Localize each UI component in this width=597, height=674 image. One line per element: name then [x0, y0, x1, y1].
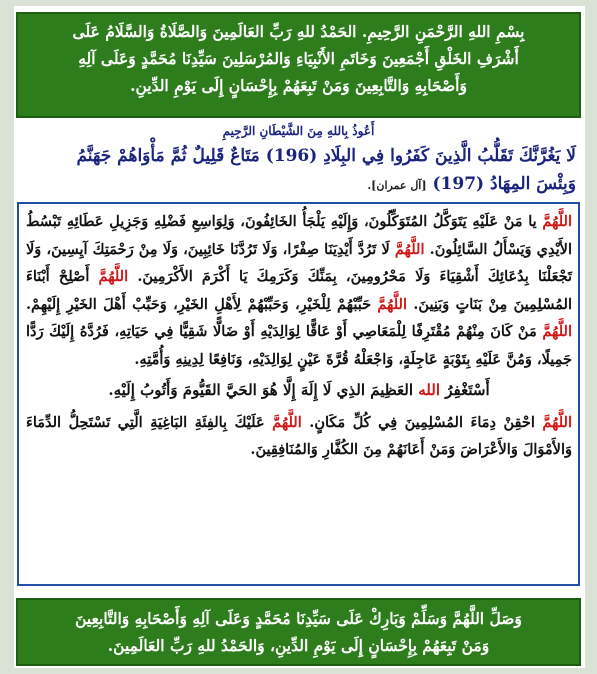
opening-line-3: وَأَصْحَابِهِ وَالتَّابِعِينَ وَمَنْ تَبِعَهُمْ بِإِحْسَانٍ إِلَى يَوْمِ الدِّينِ. [130, 76, 467, 95]
allahumma-word: اللَّهُمَّ [377, 295, 407, 313]
dua-p1-d: حَبِّبْهُمْ لِلْخَيْرِ، وَحَبِّبْهُمْ لِأَهْلِ الخَيْرِ، وَحَبِّبْ أَهْلَ الخَيْرِ إِلَيْهِمْ. [26, 295, 372, 313]
istighfar-b: العَظِيمَ الذِي لَا إِلَهَ إِلَّا هُوَ الحَيَّ القَيُّومَ وَأَتُوبُ إِلَيْهِ. [108, 381, 414, 399]
allahumma-word: اللَّهُمَّ [542, 323, 572, 340]
dua-p2-a: احْقِنْ دِمَاءَ المُسْلِمِينَ فِي كُلِّ مَكَانٍ. [309, 413, 535, 431]
allahumma-word: اللَّهُمَّ [394, 240, 425, 258]
istighfar-line [26, 377, 572, 405]
opening-line-1: بِسْمِ اللهِ الرَّحْمَنِ الرَّحِيمِ. الحَمْدُ للهِ رَبِّ العَالَمِينَ وَالصَّلَاةُ وَالسَّلَامُ عَلَى [72, 22, 525, 41]
allahumma-word: اللَّهُمَّ [542, 213, 572, 230]
allah-word: الله [418, 381, 441, 399]
supplication-text [26, 208, 572, 464]
verse-reference: [آل عمران]. [367, 179, 427, 192]
closing-line-1: وَصَلِّ اللَّهُمَّ وَسَلِّمْ وَبَارِكْ عَلَى سَيِّدِنَا مُحَمَّدٍ وَعَلَى آلِهِ وَأَصْحَابِهِ وَالتَّابِعِينَ [75, 609, 522, 628]
verse-line-2-text: وَبِئْسَ المِهَادُ (197) [432, 174, 576, 194]
verse-line-2 [24, 170, 576, 200]
closing-line-2: وَمَنْ تَبِعَهُمْ بِإِحْسَانٍ إِلَى يَوْمِ الدِّينِ، وَالحَمْدُ للهِ رَبِّ العَالَمِينَ. [107, 636, 490, 655]
quran-verse [24, 142, 576, 200]
opening-line-2: أَشْرَفِ الخَلْقِ أَجْمَعِينَ وَخَاتَمِ الأَنْبِيَاءِ وَالمُرْسَلِينَ سَيِّدِنَا مُحَمَّدٍ وَعَلَى آلِهِ [78, 49, 519, 68]
dua-p1-c: أَصْلِحْ أَبْنَاءَ المُسْلِمِينَ مِنْ بَنَاتٍ وَبَنِينَ. [26, 268, 572, 313]
allahumma-word: اللَّهُمَّ [542, 413, 572, 431]
allahumma-word: اللَّهُمَّ [98, 268, 129, 285]
verse-line-1: لَا يَغُرَّنَّكَ تَقَلُّبُ الَّذِينَ كَفَرُوا فِي البِلَادِ (196) مَتَاعٌ قَلِيلٌ ثُمَّ مَأْوَاهُمْ جَهَنَّمُ [76, 146, 576, 166]
dua-p1-e: مَنْ كَانَ مِنْهُمْ مُقْتَرِفًا لِلْمَعَاصِي أَوْ عَاقًّا لِوَالِدَيْهِ أَوْ ضَالًّا شَقِيًّا فِي حَيَاتِهِ، فَرُدَّهُ إِلَيْكَ رَدًّا جَمِيلًا، وَمُنَّ عَلَيْهِ بِتَوْبَةٍ عَاجِلَةٍ، وَاجْعَلْهُ قُرَّةَ عَيْنٍ لِوَالِدَيْهِ، وَنَافِعًا لِدِينِهِ وَأُمَّتِهِ. [26, 323, 572, 368]
opening-banner [16, 12, 581, 118]
supplication-paragraph-2 [26, 409, 572, 464]
istighfar-a: أَسْتَغْفِرُ [445, 381, 490, 399]
istiadha-heading: أَعُوذُ بِاللهِ مِنَ الشَّيْطَانِ الرَّجِيمِ [222, 124, 375, 138]
dua-p1-b: لَا تَرُدَّ أَيْدِيَنَا صِفْرًا، وَلَا تَرُدَّنَا خَائِبِينَ، وَلَا مِنْ رَحْمَتِكَ آيِسِينَ، وَلَا تَجْعَلْنَا بِدُعَائِكَ أَشْقِيَاءَ وَلَا مَحْرُومِينَ، بِمَنِّكَ وَكَرَمِكَ يَا أَكْرَمَ الأَكْرَمِينَ. [26, 240, 572, 285]
closing-banner [16, 598, 581, 666]
dua-p1-a: يا مَنْ عَلَيْهِ يَتَوَكَّلُ المُتَوَكِّلُونَ، وَإِلَيْهِ يَلْجَأُ الخَائِفُونَ، وَلِوَاسِعِ فَضْلِهِ وَجَزِيلِ عَطَائِهِ تَبْسُطُ الأَيْدِي وَيَسْأَلُ السَّائِلُونَ. [26, 213, 572, 258]
supplication-paragraph-1 [26, 208, 572, 373]
dua-p2-b: عَلَيْكَ بِالفِئَةِ البَاغِيَةِ الَّتِي تَسْتَحِلُّ الدِّمَاءَ وَالأَمْوَالَ وَالأَعْرَاضَ وَمَنْ أَعَانَهُمْ مِنَ الكُفَّارِ وَالمُنَافِقِينَ. [26, 413, 572, 458]
allahumma-word: اللَّهُمَّ [272, 413, 302, 431]
